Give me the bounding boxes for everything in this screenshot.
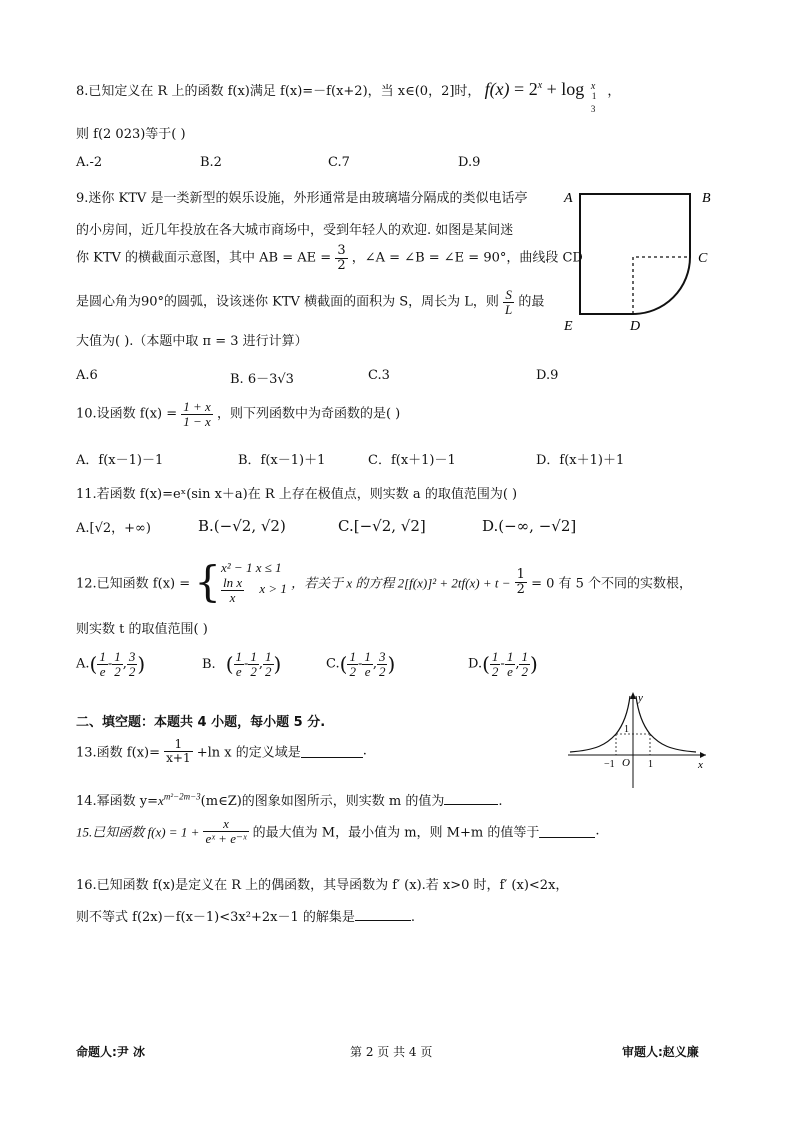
q9-option-a: A.6 xyxy=(76,368,98,383)
q15-fraction: $\frac{x}{\text{eˣ + e⁻ˣ}}$ xyxy=(205,816,247,846)
q11-option-a: A.[√2，+∞) xyxy=(76,521,151,536)
q9-option-d: D.9 xyxy=(536,368,559,383)
q16-line1: 16.已知函数 f(x)是定义在 R 上的偶函数，其导函数为 f′ (x).若 x>0 时，f′ (x)<2x， xyxy=(76,878,569,893)
q12-stem: 12.已知函数 f(x) = { x² − 1 x ≤ 1 $\frac{\text{ln x}}{x}$ x > 1 ，若关于 x 的方程 2[f(x)]² + 2tf(x) + t − $\frac{1}{2}$ = 0 有 5 个不同的实数根， xyxy=(76,557,693,607)
q9-line5: 大值为( ).（本题中取 π = 3 进行计算） xyxy=(76,334,308,349)
q12-brace: { xyxy=(194,557,221,607)
q9-frac-3-2: $\frac{3}{2}$ xyxy=(337,243,346,273)
q12-option-d: D.( $\frac{1}{2}$ - $\frac{1}{e}$ , $\frac{1}{2}$ ) xyxy=(468,649,538,679)
q10-option-d: D．f(x＋1)＋1 xyxy=(536,453,625,468)
q16-answer-blank[interactable] xyxy=(355,908,411,921)
y-axis-arrow xyxy=(630,692,636,699)
q8-option-d: D.9 xyxy=(458,155,481,170)
q10-fraction: $\frac{1 + x}{1 - x}$ xyxy=(183,399,211,429)
q8-stem: 8.已知定义在 R 上的函数 f(x)满足 f(x)=－f(x+2)，当 x∈(0，2]时， $f(x) = 2^x + \log$ x 1 3 ， xyxy=(76,79,621,114)
footer-author: 命题人:尹 冰 xyxy=(76,1045,145,1059)
ktv-cross-section-figure xyxy=(560,182,720,332)
footer-page-number: 第 2 页 共 4 页 xyxy=(350,1045,433,1059)
q11-option-c: C.[−√2, √2] xyxy=(338,517,426,535)
label-b: B xyxy=(702,191,711,206)
q13-fraction: $\frac{1}{x+1}$ xyxy=(166,737,191,765)
ktv-outline xyxy=(580,194,690,314)
q10-option-b: B．f(x－1)＋1 xyxy=(238,453,326,468)
q14-stem: 14.幂函数 $y=x^{m^2-2m-3}(m\in Z)$的图象如图所示，则实数 m 的值为 . xyxy=(76,791,503,809)
q8-option-b: B.2 xyxy=(200,155,222,170)
q15-stem: 15.已知函数 f(x) = 1 + $\frac{x}{\text{eˣ + e⁻ˣ}}$ 的最大值为 M，最小值为 m，则 M+m 的值等于 . xyxy=(76,816,600,846)
origin-label: O xyxy=(622,757,630,769)
q9-line1: 9.迷你 KTV 是一类新型的娱乐设施，外形通常是由玻璃墙分隔成的类似电话亭 xyxy=(76,191,528,206)
label-e: E xyxy=(564,319,573,332)
power-function-graph xyxy=(566,690,716,790)
tick-neg-one: −1 xyxy=(604,759,615,770)
q12-option-a: A.( $\frac{1}{e}$ - $\frac{1}{2}$ , $\frac{3}{2}$ ) xyxy=(76,649,146,679)
x-axis-label: x xyxy=(698,759,703,771)
q12-piecewise: { x² − 1 x ≤ 1 $\frac{\text{ln x}}{x}$ x > 1 xyxy=(194,557,287,607)
tick-pos-one: 1 xyxy=(648,759,653,770)
y-axis-label: y xyxy=(638,692,643,704)
q9-frac-s-l: $\frac{S}{L}$ xyxy=(505,287,513,317)
q11-option-b: B.(−√2, √2) xyxy=(198,517,286,535)
q9-option-b: B. 6－3√3 xyxy=(230,372,294,387)
x-axis-arrow xyxy=(700,752,706,758)
q12-option-b: B. ( $\frac{1}{e}$ - $\frac{1}{2}$ , $\frac{1}{2}$ ) xyxy=(202,649,282,679)
q12-option-c: C.( $\frac{1}{2}$ - $\frac{1}{e}$ , $\frac{3}{2}$ ) xyxy=(326,649,396,679)
q13-stem: 13.函数 f(x)= $\frac{1}{x+1}$ +ln x 的定义域是 . xyxy=(76,737,367,765)
q13-answer-blank[interactable] xyxy=(301,745,363,758)
q9-line2: 的小房间，近几年投放在各大城市商场中，受到年轻人的欢迎. 如图是某间迷 xyxy=(76,223,514,238)
q12-frac-half: $\frac{1}{2}$ xyxy=(516,567,525,597)
tick-y-one: 1 xyxy=(624,724,629,735)
q8-log-subscript: x 1 3 xyxy=(590,81,597,114)
q8-line2: 则 f(2 023)等于( ) xyxy=(76,127,186,142)
q10-option-a: A．f(x－1)－1 xyxy=(76,453,164,468)
section-title-fill-in: 二、填空题：本题共 4 小题，每小题 5 分. xyxy=(76,715,326,730)
q9-option-c: C.3 xyxy=(368,368,390,383)
q15-answer-blank[interactable] xyxy=(539,825,595,838)
q10-option-c: C．f(x＋1)－1 xyxy=(368,453,456,468)
q11-stem: 11.若函数 f(x)=eˣ(sin x＋a)在 R 上存在极值点，则实数 a 的取值范围为( ) xyxy=(76,487,518,502)
q12-line2: 则实数 t 的取值范围( ) xyxy=(76,622,208,637)
q8-option-a: A.-2 xyxy=(76,155,103,170)
label-d: D xyxy=(630,319,641,332)
q12-piece2-frac: $\frac{\text{ln x}}{x}$ xyxy=(223,575,243,605)
curve-right-branch xyxy=(636,696,696,752)
q8-option-c: C.7 xyxy=(328,155,350,170)
q14-answer-blank[interactable] xyxy=(444,792,498,805)
label-a: A xyxy=(564,191,573,206)
q16-line2: 则不等式 f(2x)－f(x－1)<3x²+2x－1 的解集是 . xyxy=(76,910,415,925)
footer-reviewer: 审题人:赵义廉 xyxy=(622,1045,699,1059)
curve-left-branch xyxy=(570,696,630,752)
q10-stem: 10.设函数 f(x) = $\frac{1 + x}{1 - x}$ ，则下列函数中为奇函数的是( ) xyxy=(76,399,401,429)
q11-option-d: D.(−∞, −√2] xyxy=(482,517,577,535)
label-c: C xyxy=(698,251,708,266)
q8-formula: $f(x) = 2^x + \log$ x 1 3 xyxy=(485,79,608,99)
q9-line3: 你 KTV 的横截面示意图，其中 AB = AE = $\frac{3}{2}$ ，∠A = ∠B = ∠E = 90°，曲线段 CD xyxy=(76,243,583,273)
q9-line4: 是圆心角为90°的圆弧，设该迷你 KTV 横截面的面积为 S，周长为 L，则 $\frac{S}{L}$ 的最 xyxy=(76,287,545,317)
